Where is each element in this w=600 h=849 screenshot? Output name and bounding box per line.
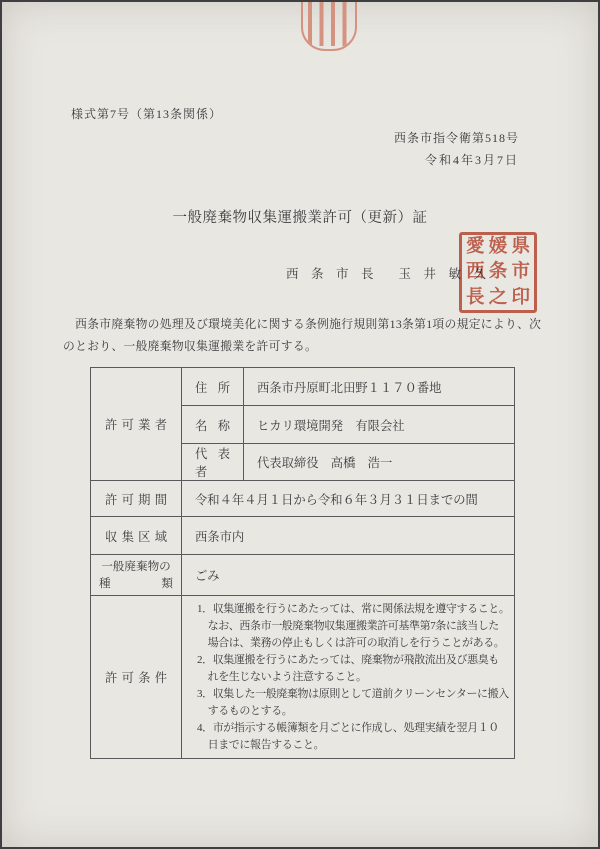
label-name: 名称 <box>182 406 244 444</box>
form-number: 様式第7号（第13条関係） <box>71 107 223 121</box>
body-paragraph <box>63 313 547 357</box>
value-collection-area: 西条市内 <box>182 517 515 555</box>
condition-line: 場合は、業務の停止もしくは許可の取消しを行うことがある。 <box>197 637 505 649</box>
table-row <box>91 596 515 759</box>
label-waste-type-line1: 一般廃棄物の <box>101 560 171 573</box>
mayor-seal-stamp <box>459 232 537 313</box>
table-row <box>91 555 515 596</box>
table-row <box>91 481 515 517</box>
document-title: 一般廃棄物収集運搬業許可（更新）証 <box>172 210 428 226</box>
tally-stamp-stripes <box>308 0 350 46</box>
body-line: のとおり、一般廃棄物収集運搬業を許可する。 <box>63 339 318 353</box>
condition-line: なお、西条市一般廃棄物収集運搬業許可基準第7条に該当した <box>197 620 499 632</box>
value-address: 西条市丹原町北田野１１７０番地 <box>244 368 515 406</box>
reference-number: 西条市指令衛第518号 <box>393 131 519 145</box>
label-waste-type <box>91 555 182 596</box>
table-row <box>91 517 515 555</box>
seal-row: 愛媛県 <box>466 237 530 257</box>
tally-stamp-icon <box>301 0 357 51</box>
body-line: 西条市廃棄物の処理及び環境美化に関する条例施行規則第13条第1項の規定により、次 <box>63 317 542 331</box>
seal-row: 西条市 <box>466 262 530 283</box>
label-collection-area: 収集区域 <box>91 517 182 555</box>
permit-table <box>90 367 515 759</box>
condition-line: 1．収集運搬を行うにあたっては、常に関係法規を遵守すること。 <box>197 603 510 615</box>
label-permit-holder: 許可業者 <box>91 368 182 481</box>
mayor-signature: 西 条 市 長 玉 井 敏 久 <box>286 267 487 281</box>
label-permit-period: 許可期間 <box>91 481 182 517</box>
condition-line: 2．収集運搬を行うにあたっては、廃棄物が飛散流出及び悪臭も <box>197 654 499 666</box>
condition-line: 3．収集した一般廃棄物は原則として道前クリーンセンターに搬入 <box>197 688 509 700</box>
value-name: ヒカリ環境開発 有限会社 <box>244 406 515 444</box>
value-representative: 代表取締役 高橋 浩一 <box>244 444 515 481</box>
condition-line: れを生じないよう注意すること。 <box>197 671 367 683</box>
label-representative: 代表者 <box>182 444 244 481</box>
issue-date: 令和4年3月7日 <box>424 153 519 167</box>
label-address: 住所 <box>182 368 244 406</box>
table-row <box>91 368 515 406</box>
label-permit-conditions: 許可条件 <box>91 596 182 759</box>
value-permit-period: 令和４年４月１日から令和６年３月３１日までの間 <box>182 481 515 517</box>
permit-conditions-text <box>182 596 515 759</box>
condition-line: 4．市が指示する帳簿類を月ごとに作成し、処理実績を翌月１０ <box>197 722 499 734</box>
label-waste-type-line2: 種類 <box>99 577 173 590</box>
condition-line: するものとする。 <box>197 705 293 717</box>
value-waste-type: ごみ <box>182 555 515 596</box>
condition-line: 日までに報告すること。 <box>197 739 325 751</box>
seal-row: 長之印 <box>466 287 530 308</box>
